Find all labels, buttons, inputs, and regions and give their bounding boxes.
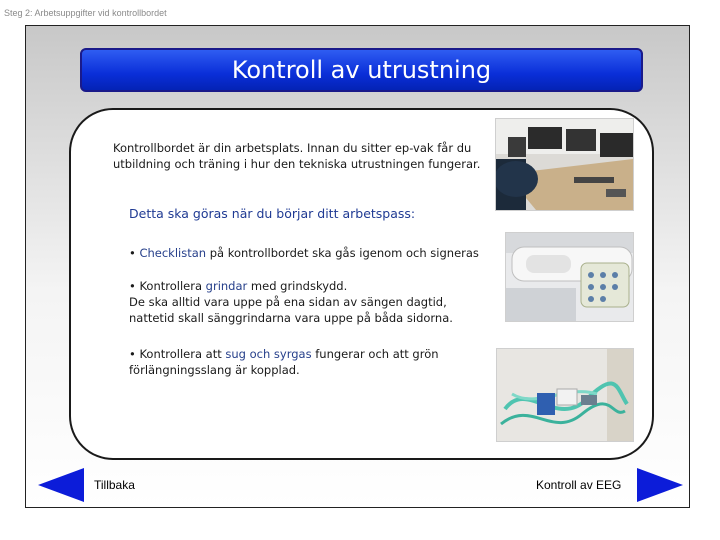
list-item-checklist [129, 245, 479, 261]
highlight-grindar: grindar [205, 279, 248, 293]
control-desk-photo [495, 118, 634, 211]
intro-text: Kontrollbordet är din arbetsplats. Innan du sitter ep-vak får du utbildning och träning i hur den tekniska utrustningen fungerar. [113, 141, 481, 171]
highlight-sug-syrgas: sug och syrgas [225, 347, 312, 361]
text-fragment: fungerar och att grön [311, 347, 439, 361]
text-fragment: Kontrollera att [135, 347, 226, 361]
back-button[interactable]: Tillbaka [94, 478, 135, 492]
next-button[interactable]: Kontroll av EEG [536, 478, 622, 492]
step-label: Steg 2: Arbetsuppgifter vid kontrollbordet [4, 8, 167, 18]
text-line: förlängningsslang är kopplad. [129, 363, 300, 377]
bed-rail-photo [505, 232, 634, 322]
list-item-sug-syrgas [129, 346, 439, 378]
text-fragment: på kontrollbordet ska gås igenom och signeras [206, 246, 479, 260]
section-heading: Detta ska göras när du börjar ditt arbetspass: [129, 206, 416, 221]
page-title: Kontroll av utrustning [231, 56, 492, 84]
oxygen-tubing-photo [496, 348, 634, 442]
bullet: • [129, 347, 136, 361]
back-arrow-icon[interactable] [38, 468, 84, 502]
list-item-grindar [129, 278, 453, 326]
bullet: • [129, 246, 136, 260]
text-line: De ska alltid vara uppe på ena sidan av sängen dagtid, [129, 295, 447, 309]
next-arrow-icon[interactable] [637, 468, 683, 502]
text-fragment: med grindskydd. [247, 279, 348, 293]
text-line: nattetid skall sänggrindarna vara uppe på båda sidorna. [129, 311, 453, 325]
title-bar [80, 48, 643, 92]
highlight-checklistan: Checklistan [139, 246, 207, 260]
bullet: • [129, 279, 136, 293]
text-fragment: Kontrollera [135, 279, 206, 293]
